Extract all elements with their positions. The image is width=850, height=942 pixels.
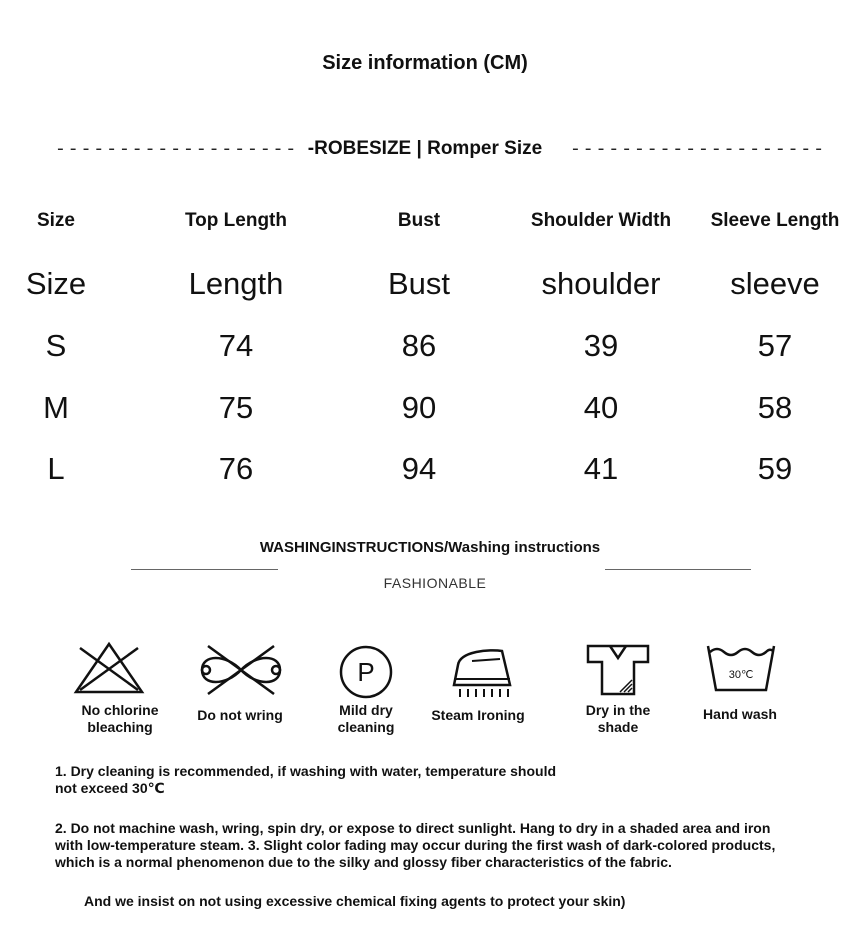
table-cell: 40	[583, 390, 619, 425]
dry-in-shade-icon	[584, 644, 652, 696]
divider-right	[605, 569, 751, 570]
page-title: Size information (CM)	[322, 52, 528, 74]
header-size: Size	[36, 210, 76, 231]
steam-iron-icon	[450, 645, 514, 701]
subheader-size: Size	[25, 266, 87, 301]
header-bust: Bust	[397, 210, 441, 231]
hand-wash-icon	[706, 644, 776, 694]
do-not-wring-icon	[196, 640, 286, 696]
header-top-length: Top Length	[184, 210, 287, 231]
svg-text:P: P	[357, 657, 375, 687]
table-cell: S	[45, 328, 67, 363]
care-label: Steam Ironing	[431, 707, 525, 723]
washing-subtitle: FASHIONABLE	[383, 575, 487, 591]
care-note-1: 1. Dry cleaning is recommended, if washing with water, temperature should not exceed 30℃	[55, 763, 557, 796]
table-cell: 39	[583, 328, 619, 363]
table-cell: 58	[757, 390, 793, 425]
table-cell: M	[43, 390, 69, 425]
right-dash-divider: --------------------	[570, 140, 827, 160]
table-cell: 57	[757, 328, 793, 363]
subheader-sleeve: sleeve	[730, 266, 820, 301]
care-note-3: And we insist on not using excessive chemical fixing agents to protect your skin)	[84, 893, 626, 909]
divider-left	[131, 569, 278, 570]
care-label: Dry in the shade	[585, 702, 651, 735]
romper-size-header	[0, 134, 850, 164]
header-shoulder-width: Shoulder Width	[530, 210, 672, 231]
table-cell: 76	[218, 451, 254, 486]
table-cell: 74	[218, 328, 254, 363]
washing-title: WASHINGINSTRUCTIONS/Washing instructions	[259, 539, 601, 556]
table-cell: 94	[401, 451, 437, 486]
subheader-length: Length	[188, 266, 284, 301]
mild-dry-clean-icon	[338, 644, 394, 700]
care-note-2: 2. Do not machine wash, wring, spin dry, or expose to direct sunlight. Hang to dry in a shaded area and iron with low-temperature steam. 3. Slight color fading may occur during the first wash of dark-colored products, which is a normal phenomenon due to the silky and glossy fiber characteristics of the fabric.	[55, 820, 776, 870]
care-label: Hand wash	[703, 706, 777, 722]
table-cell: 90	[401, 390, 437, 425]
table-cell: 86	[401, 328, 437, 363]
romper-size-label: -ROBESIZE | Romper Size	[307, 138, 543, 159]
left-dash-divider: -------------------	[55, 140, 299, 160]
hand-wash-temp: 30℃	[728, 669, 754, 681]
header-sleeve-length: Sleeve Length	[710, 210, 840, 231]
care-label: Do not wring	[197, 707, 283, 723]
care-label: Mild dry cleaning	[337, 702, 395, 735]
table-cell: 75	[218, 390, 254, 425]
table-cell: 41	[583, 451, 619, 486]
care-label: No chlorine bleaching	[81, 702, 159, 735]
table-cell: L	[47, 451, 65, 486]
subheader-bust: Bust	[387, 266, 451, 301]
no-chlorine-bleach-icon	[72, 640, 146, 696]
table-cell: 59	[757, 451, 793, 486]
subheader-shoulder: shoulder	[541, 266, 661, 301]
